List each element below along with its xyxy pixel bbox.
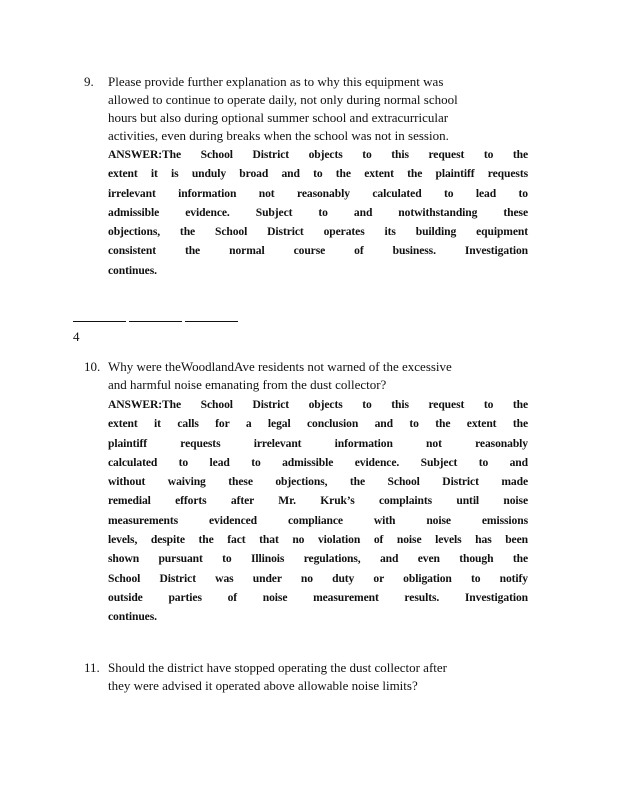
question-line: they were advised it operated above allowable noise limits? (108, 678, 418, 693)
footer-rule-segment (129, 321, 182, 322)
answer-line: calculated to lead to admissible evidence. Subject to and (108, 455, 528, 469)
question-11 (84, 659, 536, 695)
answer-line: School District was under no duty or obligation to notify (108, 571, 528, 585)
question-line: activities, even during breaks when the school was not in session. (108, 128, 449, 143)
answer-line: measurements evidenced compliance with noise emissions (108, 513, 528, 527)
answer-line: extent it calls for a legal conclusion and to the extent the (108, 417, 528, 431)
question-number: 10. (84, 359, 101, 374)
answer-line: continues. (108, 263, 157, 277)
answer-line: extent it is unduly broad and to the extent the plaintiff requests (108, 167, 528, 181)
page-number: 4 (73, 329, 80, 344)
question-line: Should the district have stopped operating the dust collector after (108, 660, 447, 675)
answer-line: outside parties of noise measurement results. Investigation (108, 590, 528, 604)
answer-line: continues. (108, 610, 157, 624)
question-9 (84, 73, 536, 145)
question-line: and harmful noise emanating from the dust collector? (108, 377, 387, 392)
answer-line: consistent the normal course of business. Investigation (108, 244, 528, 258)
question-line: allowed to continue to operate daily, not only during normal school (108, 92, 458, 107)
answer-line: admissible evidence. Subject to and notwithstanding these (108, 205, 528, 219)
question-number: 9. (84, 74, 94, 89)
answer-line: levels, despite the fact that no violation of noise levels has been (108, 533, 528, 547)
question-line: Please provide further explanation as to why this equipment was (108, 74, 444, 89)
answer-line: remedial efforts after Mr. Kruk’s complaints until noise (108, 494, 528, 508)
footer-rule-segment (73, 321, 126, 322)
answer-10 (108, 395, 528, 627)
question-number: 11. (84, 660, 100, 675)
answer-line: plaintiff requests irrelevant information not reasonably (108, 436, 528, 450)
answer-line: shown pursuant to Illinois regulations, and even though the (108, 552, 528, 566)
question-10 (84, 358, 536, 394)
footer-rule-segment (185, 321, 238, 322)
answer-9 (108, 145, 528, 280)
answer-line: without waiving these objections, the School District made (108, 475, 528, 489)
question-line: hours but also during optional summer school and extracurricular (108, 110, 449, 125)
answer-line: irrelevant information not reasonably calculated to lead to (108, 186, 528, 200)
answer-line: objections, the School District operates its building equipment (108, 225, 528, 239)
answer-line: ANSWER:The School District objects to this request to the (108, 398, 528, 411)
answer-line: ANSWER:The School District objects to this request to the (108, 148, 528, 161)
question-line: Why were theWoodlandAve residents not warned of the excessive (108, 359, 452, 374)
